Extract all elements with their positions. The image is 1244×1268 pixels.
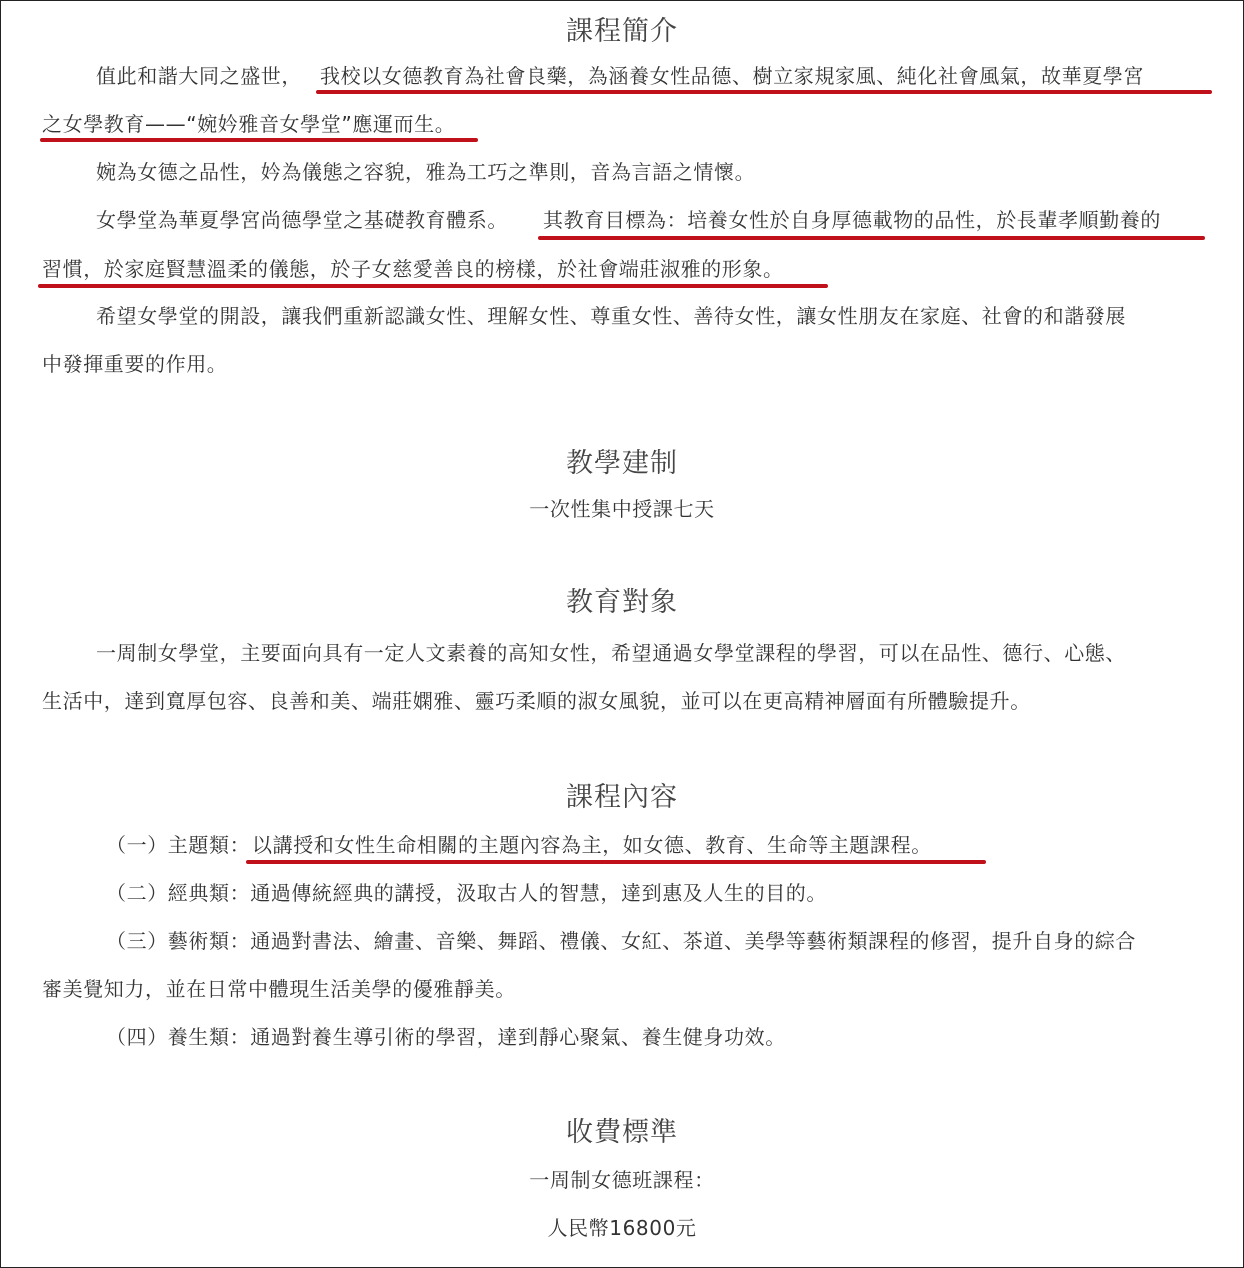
content-item-2: （二）經典類：通過傳統經典的講授，汲取古人的智慧，達到惠及人生的目的。 — [106, 881, 827, 905]
intro-heading: 課程簡介 — [566, 16, 678, 47]
intro-p1-cont: 之女學教育——“婉妗雅音女學堂”應運而生。 — [42, 112, 456, 136]
intro-p3-cont: 習慣，於家庭賢慧溫柔的儀態，於子女慈愛善良的榜樣，於社會端莊淑雅的形象。 — [42, 257, 784, 281]
fees-price: 人民幣16800元 — [547, 1216, 697, 1240]
content-item-1-highlight: 以講授和女性生命相關的主題內容為主，如女德、教育、生命等主題課程。 — [252, 833, 932, 857]
content-item-1-label: （一）主題類： — [106, 833, 251, 857]
intro-p4: 希望女學堂的開設，讓我們重新認識女性、理解女性、尊重女性、善待女性，讓女性朋友在家庭、社會的和諧發展 — [96, 304, 1126, 328]
system-heading: 教學建制 — [566, 448, 678, 479]
intro-p2: 婉為女德之品性，妗為儀態之容貌，雅為工巧之準則，音為言語之情懷。 — [96, 160, 756, 184]
intro-p3-highlight: 其教育目標為：培養女性於自身厚德載物的品性，於長輩孝順勤養的 — [543, 208, 1161, 232]
intro-p4-cont: 中發揮重要的作用。 — [42, 352, 228, 376]
audience-p1-cont: 生活中，達到寬厚包容、良善和美、端莊嫻雅、靈巧柔順的淑女風貌，並可以在更高精神層面有所體驗提升。 — [42, 689, 1031, 713]
intro-p1-lead: 值此和諧大同之盛世， — [96, 64, 302, 88]
system-text: 一次性集中授課七天 — [529, 497, 715, 521]
content-item-3-cont: 審美覺知力，並在日常中體現生活美學的優雅靜美。 — [42, 977, 516, 1001]
fees-label: 一周制女德班課程： — [529, 1168, 715, 1192]
fees-heading: 收費標準 — [566, 1117, 678, 1148]
highlight-underline — [40, 138, 478, 142]
highlight-underline — [538, 236, 1205, 240]
content-item-3: （三）藝術類：通過對書法、繪畫、音樂、舞蹈、禮儀、女紅、茶道、美學等藝術類課程的修習，提升自身的綜合 — [106, 929, 1136, 953]
highlight-underline — [246, 860, 986, 864]
intro-p1-highlight: 我校以女德教育為社會良藥，為涵養女性品德、樹立家規家風、純化社會風氣，故華夏學宮 — [320, 64, 1144, 88]
highlight-underline — [316, 90, 1212, 94]
content-heading: 課程內容 — [566, 782, 678, 813]
intro-p3-lead: 女學堂為華夏學宮尚德學堂之基礎教育體系。 — [96, 208, 508, 232]
content-item-4: （四）養生類：通過對養生導引術的學習，達到靜心聚氣、養生健身功效。 — [106, 1025, 786, 1049]
audience-p1: 一周制女學堂，主要面向具有一定人文素養的高知女性，希望通過女學堂課程的學習，可以在品性、德行、心態、 — [96, 641, 1126, 665]
highlight-underline — [38, 284, 828, 288]
audience-heading: 教育對象 — [566, 587, 678, 618]
